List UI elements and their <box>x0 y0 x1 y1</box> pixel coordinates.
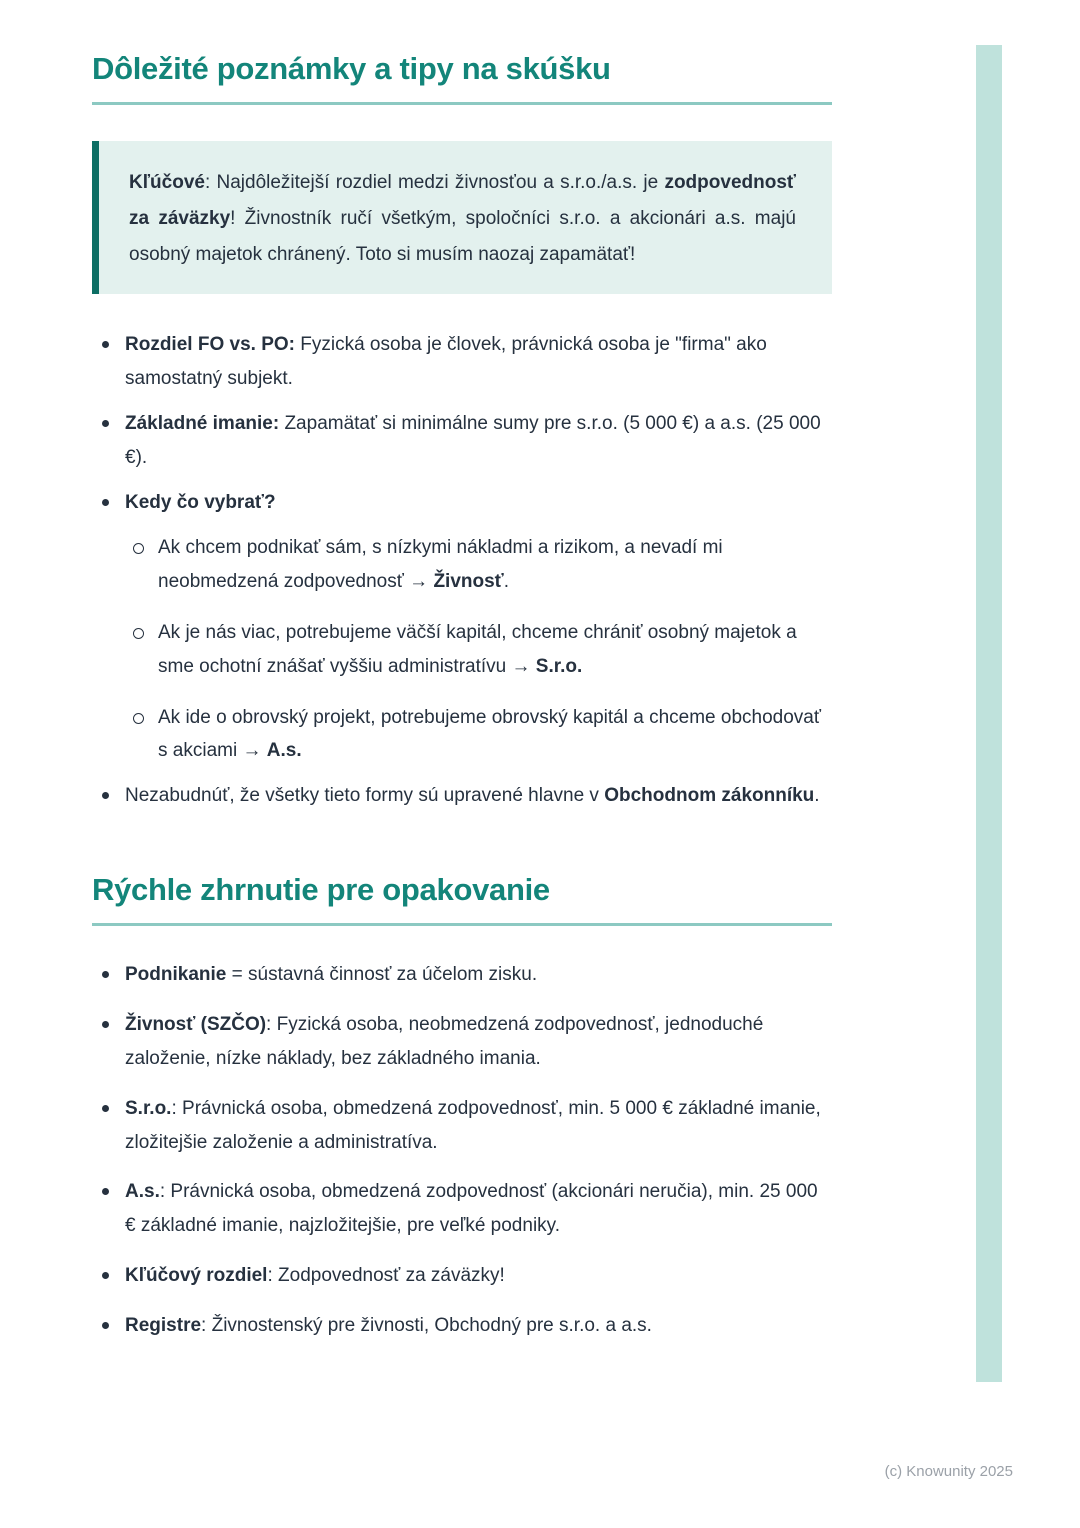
sub-list-item-text: Ak je nás viac, potrebujeme väčší kapitál, chceme chrániť osobný majetok a sme ochotní znášať vyššiu administratívu → S.r.o. <box>158 622 797 677</box>
list-item-text: S.r.o.: Právnická osoba, obmedzená zodpovednosť, min. 5 000 € základné imanie, zložitejšie založenie a administratíva. <box>125 1097 821 1153</box>
list-item-text: A.s.: Právnická osoba, obmedzená zodpovednosť (akcionári neručia), min. 25 000 € základné imanie, najzložitejšie, pre veľké podniky. <box>125 1181 818 1237</box>
title-underline <box>92 923 832 926</box>
list-item-text: Živnosť (SZČO): Fyzická osoba, neobmedzená zodpovednosť, jednoduché založenie, nízke náklady, bez základného imania. <box>125 1014 764 1069</box>
notes-list <box>92 328 832 813</box>
summary-list <box>92 958 832 1342</box>
list-item <box>92 1259 832 1293</box>
sub-list-item <box>125 616 832 684</box>
list-item <box>92 1092 832 1160</box>
document-content <box>92 50 832 1359</box>
list-item-text: Kedy čo vybrať? <box>125 491 276 513</box>
list-item-text: Nezabudnúť, že všetky tieto formy sú upravené hlavne v Obchodnom zákonníku. <box>125 785 820 807</box>
section-important-notes <box>92 50 832 813</box>
list-item <box>92 1175 832 1243</box>
list-item <box>92 486 832 769</box>
key-callout <box>92 141 832 294</box>
list-item-text: Registre: Živnostenský pre živnosti, Obchodný pre s.r.o. a a.s. <box>125 1314 652 1336</box>
page-edge-bar <box>976 45 1002 1382</box>
list-item <box>92 958 832 992</box>
sub-list-item-text: Ak chcem podnikať sám, s nízkymi nákladmi a rizikom, a nevadí mi neobmedzená zodpovednosť → Živnosť. <box>158 537 723 593</box>
list-item <box>92 328 832 396</box>
section-summary <box>92 871 832 1343</box>
list-item <box>92 1008 832 1076</box>
section-title-summary: Rýchle zhrnutie pre opakovanie <box>92 872 550 908</box>
list-item-text: Kľúčový rozdiel: Zodpovednosť za záväzky! <box>125 1264 505 1286</box>
list-item <box>92 407 832 475</box>
title-underline <box>92 102 832 105</box>
sub-list-item <box>125 701 832 769</box>
footer-credit: (c) Knowunity 2025 <box>884 1463 1013 1480</box>
list-item-text: Podnikanie = sústavná činnosť za účelom zisku. <box>125 964 538 986</box>
list-item <box>92 1309 832 1343</box>
list-item <box>92 779 832 813</box>
sub-list-item-text: Ak ide o obrovský projekt, potrebujeme obrovský kapitál a chceme obchodovať s akciami → A.s. <box>158 706 821 762</box>
callout-text: Kľúčové: Najdôležitejší rozdiel medzi živnosťou a s.r.o./a.s. je zodpovednosť za záväzky! Živnostník ručí všetkým, spoločníci s.r.o. a akcionári a.s. majú osobný majetok chránený. Toto si musím naozaj zapamätať! <box>129 172 796 265</box>
section-title-notes: Dôležité poznámky a tipy na skúšku <box>92 51 611 86</box>
list-item-text: Rozdiel FO vs. PO: Fyzická osoba je človek, právnická osoba je "firma" ako samostatný subjekt. <box>125 334 767 390</box>
list-item-text: Základné imanie: Zapamätať si minimálne sumy pre s.r.o. (5 000 €) a a.s. (25 000 €). <box>125 412 821 468</box>
sub-list-item <box>125 531 832 599</box>
sub-list <box>125 531 832 768</box>
